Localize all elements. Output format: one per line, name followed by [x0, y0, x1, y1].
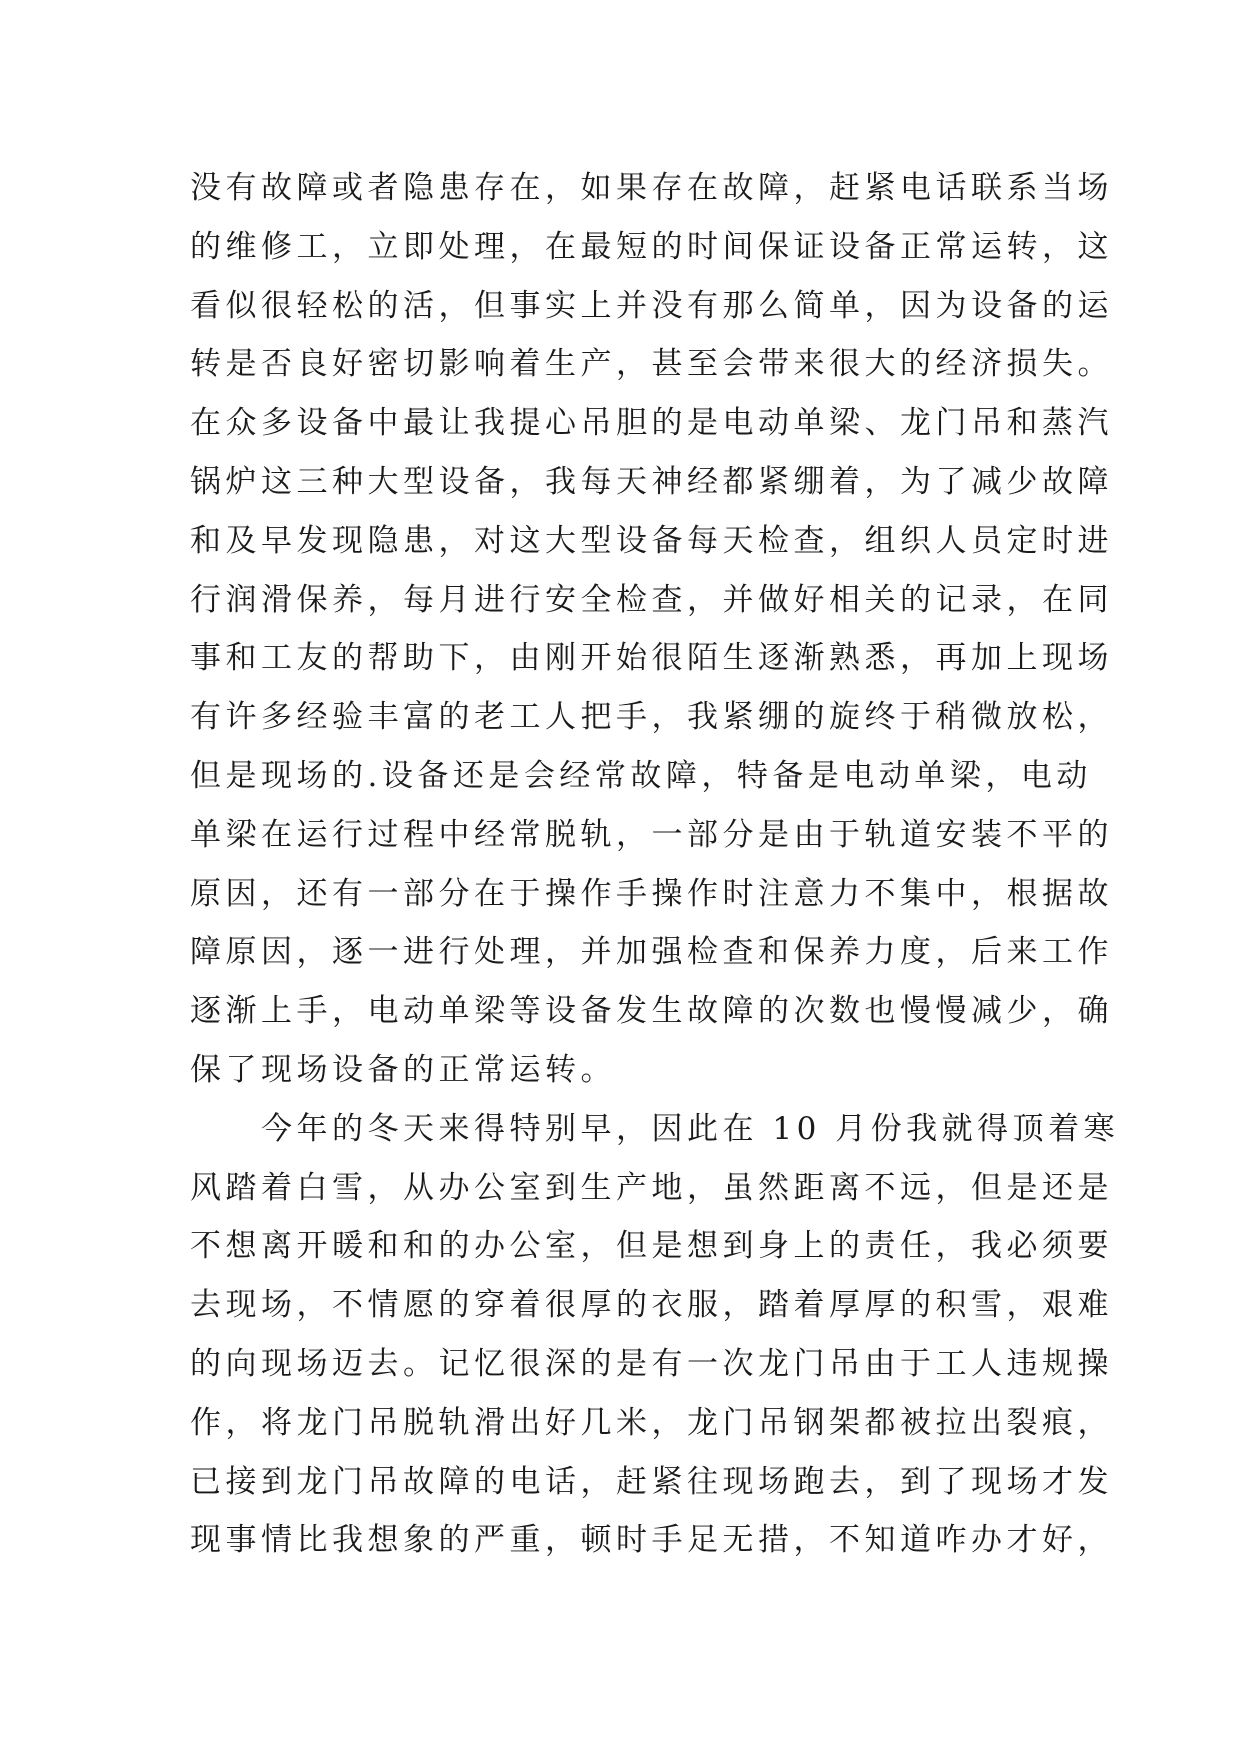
text-line: 风踏着白雪，从办公室到生产地，虽然距离不远，但是还是 [190, 1169, 1113, 1206]
text-line: 有许多经验丰富的老工人把手，我紧绷的旋终于稍微放松， [190, 699, 1113, 736]
body-text [190, 159, 1120, 1570]
text-line: 逐渐上手，电动单梁等设备发生故障的次数也慢慢减少，确 [190, 993, 1113, 1030]
text-line: 没有故障或者隐患存在，如果存在故障，赶紧电话联系当场 [190, 170, 1113, 206]
text-line: 行润滑保养，每月进行安全检查，并做好相关的记录，在同 [190, 581, 1113, 618]
text-line: 障原因，逐一进行处理，并加强检查和保养力度，后来工作 [190, 934, 1113, 971]
text-line: 但是现场的.设备还是会经常故障，特备是电动单梁，电动 [190, 757, 1092, 794]
text-line: 的向现场迈去。记忆很深的是有一次龙门吊由于工人违规操 [190, 1345, 1113, 1382]
text-line: 事和工友的帮助下，由刚开始很陌生逐渐熟悉，再加上现场 [190, 640, 1113, 677]
text-line: 锅炉这三种大型设备，我每天神经都紧绷着，为了减少故障 [190, 463, 1113, 500]
text-line: 在众多设备中最让我提心吊胆的是电动单梁、龙门吊和蒸汽 [190, 405, 1113, 442]
text-line: 单梁在运行过程中经常脱轨，一部分是由于轨道安装不平的 [190, 816, 1113, 853]
text-line: 去现场，不情愿的穿着很厚的衣服，踏着厚厚的积雪，艰难 [190, 1287, 1113, 1324]
text-line: 作，将龙门吊脱轨滑出好几米，龙门吊钢架都被拉出裂痕， [190, 1404, 1113, 1441]
text-line: 原因，还有一部分在于操作手操作时注意力不集中，根据故 [190, 875, 1113, 912]
text-line: 看似很轻松的活，但事实上并没有那么简单，因为设备的运 [190, 287, 1113, 324]
text-line: 的维修工，立即处理，在最短的时间保证设备正常运转，这 [190, 228, 1113, 265]
text-line: 保了现场设备的正常运转。 [190, 1051, 616, 1088]
paragraph-start-line: 今年的冬天来得特别早，因此在 10 月份我就得顶着寒 [190, 1110, 1120, 1147]
text-line: 已接到龙门吊故障的电话，赶紧往现场跑去，到了现场才发 [190, 1463, 1113, 1500]
text-line: 现事情比我想象的严重，顿时手足无措，不知道咋办才好， [190, 1522, 1113, 1559]
text-line: 不想离开暖和和的办公室，但是想到身上的责任，我必须要 [190, 1228, 1113, 1265]
text-line: 转是否良好密切影响着生产，甚至会带来很大的经济损失。 [190, 346, 1113, 383]
text-line: 和及早发现隐患，对这大型设备每天检查，组织人员定时进 [190, 522, 1113, 559]
